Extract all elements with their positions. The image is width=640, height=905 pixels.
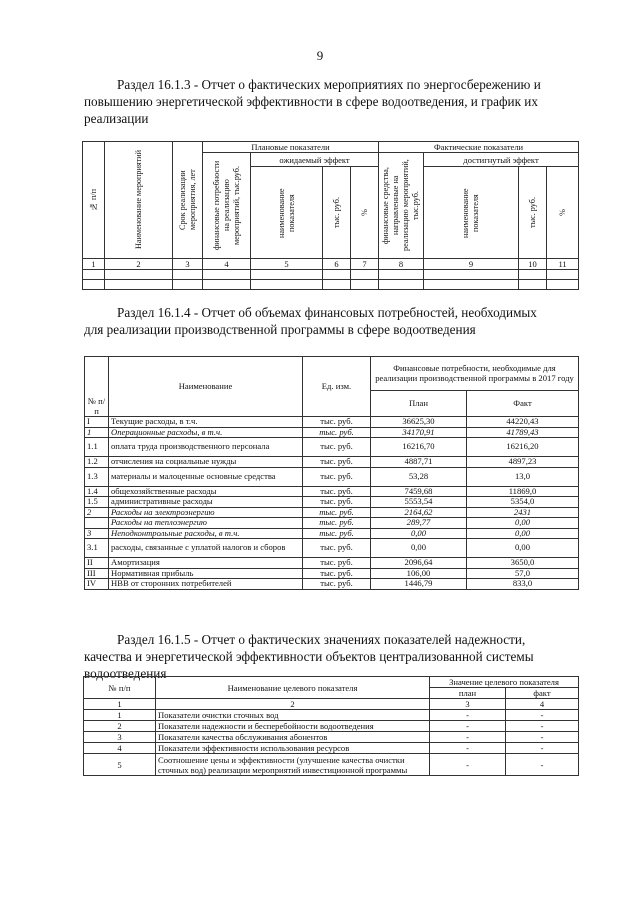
row-unit: тыс. руб. bbox=[303, 579, 371, 590]
row-name: Показатели качества обслуживания абонентов bbox=[156, 732, 430, 743]
row-num: 5 bbox=[84, 754, 156, 776]
row-fact: 41789,43 bbox=[467, 427, 579, 438]
table-row bbox=[85, 427, 579, 438]
table-row bbox=[84, 721, 579, 732]
header-unit: Ед. изм. bbox=[303, 357, 371, 417]
row-fact: 4897,23 bbox=[467, 457, 579, 468]
row-plan: 0,00 bbox=[371, 539, 467, 558]
row-num: 2 bbox=[84, 721, 156, 732]
column-number: 2 bbox=[156, 699, 430, 710]
financial-needs-table bbox=[84, 356, 579, 590]
header-name: Наименование целевого показателя bbox=[156, 677, 430, 699]
row-plan: 1446,79 bbox=[371, 579, 467, 590]
column-number: 10 bbox=[519, 259, 547, 270]
header-name: Наименование мероприятий bbox=[105, 142, 173, 259]
header-percent-2: % bbox=[547, 167, 579, 259]
column-number: 7 bbox=[351, 259, 379, 270]
row-plan: - bbox=[430, 721, 506, 732]
row-name: административные расходы bbox=[109, 497, 303, 508]
row-unit: тыс. руб. bbox=[303, 518, 371, 529]
row-name: Показатели надежности и бесперебойности водоотведения bbox=[156, 721, 430, 732]
row-unit: тыс. руб. bbox=[303, 568, 371, 579]
section-3-title-line: водоотведения bbox=[84, 666, 167, 681]
row-num: 1.5 bbox=[85, 497, 109, 508]
table-row bbox=[85, 568, 579, 579]
row-num: 1 bbox=[84, 710, 156, 721]
header-fin-group: Финансовые потребности, необходимые для реализации производственной программы в 2017 году bbox=[371, 357, 579, 391]
table-row bbox=[85, 438, 579, 457]
column-number: 4 bbox=[506, 699, 579, 710]
header-plan: План bbox=[371, 391, 467, 417]
table-row bbox=[84, 754, 579, 776]
row-unit: тыс. руб. bbox=[303, 427, 371, 438]
row-name: оплата труда производственного персонала bbox=[109, 438, 303, 457]
row-fact: 0,00 bbox=[467, 528, 579, 539]
header-achieved-effect: достигнутый эффект bbox=[424, 153, 579, 167]
column-number: 2 bbox=[105, 259, 173, 270]
section-2-title bbox=[84, 304, 579, 338]
row-plan: 7459,68 bbox=[371, 486, 467, 497]
section-1-title bbox=[84, 76, 579, 127]
table-row bbox=[85, 417, 579, 428]
column-number: 3 bbox=[173, 259, 203, 270]
row-num bbox=[85, 518, 109, 529]
section-1-title-line: реализации bbox=[84, 111, 149, 126]
table-row bbox=[84, 710, 579, 721]
header-indicator-name-2: наименование показателя bbox=[424, 167, 519, 259]
row-name: НВВ от сторонних потребителей bbox=[109, 579, 303, 590]
empty-row bbox=[83, 270, 579, 280]
row-num: II bbox=[85, 558, 109, 569]
row-name: Операционные расходы, в т.ч. bbox=[109, 427, 303, 438]
header-plan: план bbox=[430, 688, 506, 699]
section-1-title-line: Раздел 16.1.3 - Отчет о фактических мероприятиях по энергосбережению и bbox=[117, 77, 541, 92]
row-plan: - bbox=[430, 754, 506, 776]
row-plan: 0,00 bbox=[371, 528, 467, 539]
table-row bbox=[84, 743, 579, 754]
row-plan: 106,00 bbox=[371, 568, 467, 579]
row-name: Соотношение цены и эффективности (улучшение качества очистки сточных вод) реализации мероприятий инвестиционной программы bbox=[156, 754, 430, 776]
row-name: Расходы на теплоэнергию bbox=[109, 518, 303, 529]
row-unit: тыс. руб. bbox=[303, 507, 371, 518]
section-2-title-line: Раздел 16.1.4 - Отчет об объемах финансовых потребностей, необходимых bbox=[117, 305, 537, 320]
section-3-title bbox=[84, 631, 579, 682]
row-num: 3.1 bbox=[85, 539, 109, 558]
row-unit: тыс. руб. bbox=[303, 558, 371, 569]
table-row bbox=[85, 486, 579, 497]
row-num: IV bbox=[85, 579, 109, 590]
row-fact: 2431 bbox=[467, 507, 579, 518]
row-num: 3 bbox=[84, 732, 156, 743]
row-fact: - bbox=[506, 721, 579, 732]
header-fin-spent: финансовые средства, направленные на реализацию мероприятий, тыс.руб. bbox=[379, 153, 424, 259]
row-name: Текущие расходы, в т.ч. bbox=[109, 417, 303, 428]
column-number: 5 bbox=[251, 259, 323, 270]
table-row bbox=[85, 507, 579, 518]
row-num: 1.3 bbox=[85, 467, 109, 486]
row-plan: 289,77 bbox=[371, 518, 467, 529]
header-name: Наименование bbox=[109, 357, 303, 417]
row-fact: 57,0 bbox=[467, 568, 579, 579]
row-fact: 5354,0 bbox=[467, 497, 579, 508]
row-unit: тыс. руб. bbox=[303, 457, 371, 468]
header-percent: % bbox=[351, 167, 379, 259]
header-thousand-rub-2: тыс. руб. bbox=[519, 167, 547, 259]
column-number: 9 bbox=[424, 259, 519, 270]
row-plan: 5553,54 bbox=[371, 497, 467, 508]
row-plan: 36625,30 bbox=[371, 417, 467, 428]
row-num: I bbox=[85, 417, 109, 428]
header-fact: факт bbox=[506, 688, 579, 699]
table-row bbox=[85, 539, 579, 558]
column-number: 1 bbox=[84, 699, 156, 710]
row-plan: 2096,64 bbox=[371, 558, 467, 569]
column-number: 11 bbox=[547, 259, 579, 270]
row-plan: - bbox=[430, 732, 506, 743]
row-fact: 833,0 bbox=[467, 579, 579, 590]
row-fact: 3650,0 bbox=[467, 558, 579, 569]
column-number: 3 bbox=[430, 699, 506, 710]
row-plan: 16216,70 bbox=[371, 438, 467, 457]
row-unit: тыс. руб. bbox=[303, 497, 371, 508]
row-num: 1.1 bbox=[85, 438, 109, 457]
row-unit: тыс. руб. bbox=[303, 417, 371, 428]
section-3-title-line: Раздел 16.1.5 - Отчет о фактических значениях показателей надежности, bbox=[117, 632, 526, 647]
row-name: общехозяйственные расходы bbox=[109, 486, 303, 497]
row-name: Показатели очистки сточных вод bbox=[156, 710, 430, 721]
row-name: Амортизация bbox=[109, 558, 303, 569]
row-name: Нормативная прибыль bbox=[109, 568, 303, 579]
table-row bbox=[84, 732, 579, 743]
page-number: 9 bbox=[316, 48, 324, 63]
table-row bbox=[85, 497, 579, 508]
row-plan: 4887,71 bbox=[371, 457, 467, 468]
header-thousand-rub: тыс. руб. bbox=[323, 167, 351, 259]
header-fin-need: финансовые потребности на реализацию мероприятий, тыс.руб. bbox=[203, 153, 251, 259]
header-plan-group: Плановые показатели bbox=[203, 142, 379, 153]
row-num: 1 bbox=[85, 427, 109, 438]
row-unit: тыс. руб. bbox=[303, 528, 371, 539]
row-name: расходы, связанные с уплатой налогов и сборов bbox=[109, 539, 303, 558]
row-fact: 0,00 bbox=[467, 539, 579, 558]
section-2-title-line: для реализации производственной программы в сфере водоотведения bbox=[84, 322, 476, 337]
row-fact: 11869,0 bbox=[467, 486, 579, 497]
row-name: Неподконтрольные расходы, в т.ч. bbox=[109, 528, 303, 539]
header-num: № п/п bbox=[83, 142, 105, 259]
header-value-group: Значение целевого показателя bbox=[430, 677, 579, 688]
row-fact: 0,00 bbox=[467, 518, 579, 529]
row-num: 3 bbox=[85, 528, 109, 539]
empty-row bbox=[83, 280, 579, 290]
column-numbers-row bbox=[83, 259, 579, 270]
row-plan: 34170,91 bbox=[371, 427, 467, 438]
column-numbers-row bbox=[84, 699, 579, 710]
row-plan: 2164,62 bbox=[371, 507, 467, 518]
header-expected-effect: ожидаемый эффект bbox=[251, 153, 379, 167]
row-fact: 16216,20 bbox=[467, 438, 579, 457]
row-num: 2 bbox=[85, 507, 109, 518]
row-unit: тыс. руб. bbox=[303, 486, 371, 497]
row-plan: - bbox=[430, 710, 506, 721]
row-num: 1.2 bbox=[85, 457, 109, 468]
column-number: 1 bbox=[83, 259, 105, 270]
header-indicator-name: наименование показателя bbox=[251, 167, 323, 259]
row-unit: тыс. руб. bbox=[303, 539, 371, 558]
row-fact: 44220,43 bbox=[467, 417, 579, 428]
row-num: III bbox=[85, 568, 109, 579]
table-row bbox=[85, 518, 579, 529]
row-name: Расходы на электроэнергию bbox=[109, 507, 303, 518]
energy-measures-table bbox=[82, 141, 579, 290]
row-name: Показатели эффективности использования ресурсов bbox=[156, 743, 430, 754]
row-name: материалы и малоценные основные средства bbox=[109, 467, 303, 486]
header-fact-group: Фактические показатели bbox=[379, 142, 579, 153]
table-row bbox=[85, 579, 579, 590]
section-3-title-line: качества и энергетической эффективности объектов централизованной системы bbox=[84, 649, 534, 664]
header-term: Срок реализации мероприятия, лет bbox=[173, 142, 203, 259]
header-num: № п/п bbox=[84, 677, 156, 699]
row-fact: - bbox=[506, 754, 579, 776]
row-unit: тыс. руб. bbox=[303, 467, 371, 486]
table-row bbox=[85, 467, 579, 486]
header-num: № п/п bbox=[85, 357, 109, 417]
table-row bbox=[85, 558, 579, 569]
row-name: отчисления на социальные нужды bbox=[109, 457, 303, 468]
table-row bbox=[85, 528, 579, 539]
target-indicators-table bbox=[83, 676, 579, 776]
row-fact: - bbox=[506, 710, 579, 721]
row-plan: 53,28 bbox=[371, 467, 467, 486]
row-unit: тыс. руб. bbox=[303, 438, 371, 457]
row-num: 4 bbox=[84, 743, 156, 754]
table-row bbox=[85, 457, 579, 468]
column-number: 6 bbox=[323, 259, 351, 270]
row-num: 1.4 bbox=[85, 486, 109, 497]
section-1-title-line: повышению энергетической эффективности в сфере водоотведения, и график их bbox=[84, 94, 538, 109]
row-fact: - bbox=[506, 732, 579, 743]
row-fact: 13,0 bbox=[467, 467, 579, 486]
row-plan: - bbox=[430, 743, 506, 754]
column-number: 4 bbox=[203, 259, 251, 270]
header-fact: Факт bbox=[467, 391, 579, 417]
column-number: 8 bbox=[379, 259, 424, 270]
row-fact: - bbox=[506, 743, 579, 754]
